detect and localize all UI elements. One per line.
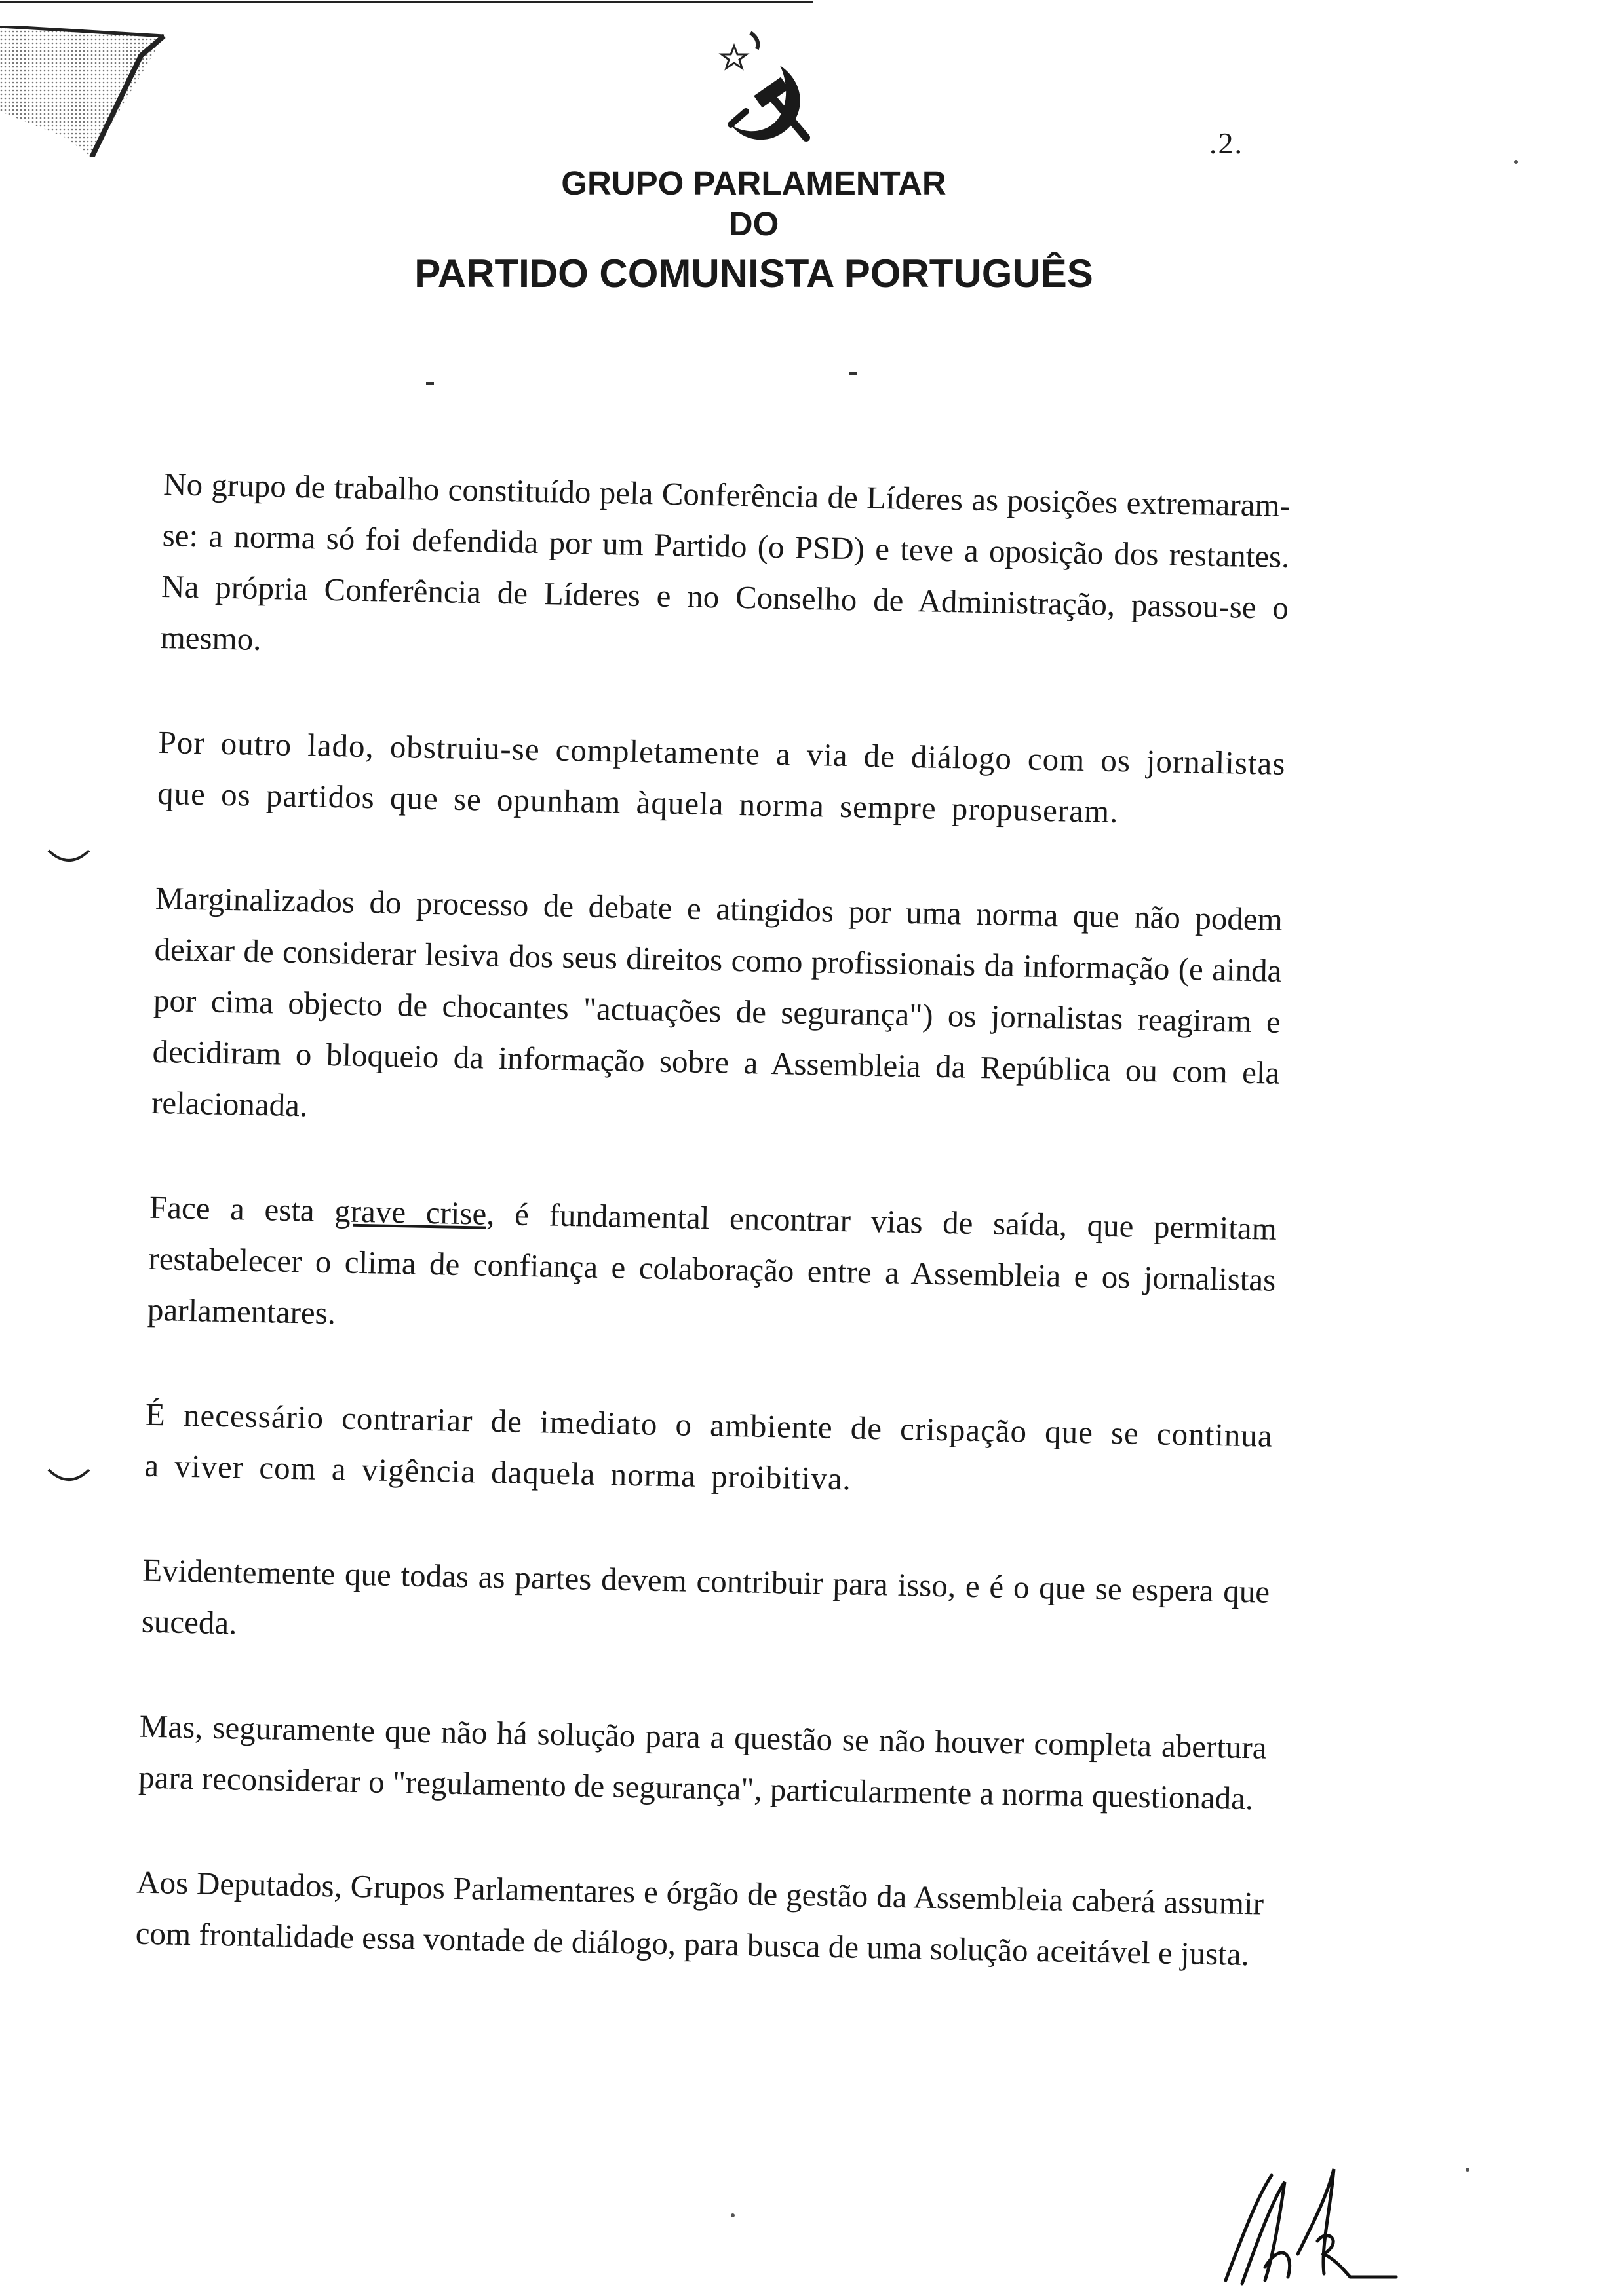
decorative-dash [849,372,857,375]
decorative-dash [426,382,434,385]
margin-check-mark [46,845,92,865]
top-edge-line [0,1,813,3]
paragraph-text: Face a esta [149,1189,335,1229]
letter-body [135,459,1291,1981]
handwritten-signature [1206,2156,1403,2287]
paragraph: No grupo de trabalho constituído pela Conferência de Líderes as posições extremaram-se: a norma só foi defendida por um Partido (o PSD) e teve a oposição dos restantes. Na própria Conferência de Líderes e no Conselho de Administração, passou-se o mesmo. [160,465,1291,657]
underlined-emphasis: grave crise [334,1193,487,1232]
paragraph: Evidentemente que todas as partes devem contribuir para isso, e é o que se espera que suceda. [141,1552,1270,1641]
header-line-2: DO [728,205,779,242]
paragraph-text: , é fundamental encontrar vias de saída, que permitam restabelecer o clima de confiança e colaboração entre a Assembleia e os jornalistas parlamentares. [147,1195,1277,1331]
margin-check-mark [46,1464,92,1484]
scan-speck [1514,160,1518,164]
paragraph: É necessário contrariar de imediato o ambiente de crispação que se continua a viver com a vigência daquela norma proibitiva. [144,1396,1274,1497]
corner-scan-mark [0,26,170,157]
paragraph: Por outro lado, obstruiu-se completamente a via de diálogo com os jornalistas que os partidos que se opunham àquela norma sempre propuseram. [157,723,1286,830]
scan-speck [1466,2168,1469,2172]
header-line-1: GRUPO PARLAMENTAR [561,164,946,202]
scan-speck [731,2213,735,2217]
hammer-and-sickle-with-star-icon [695,13,826,151]
header-line-3: PARTIDO COMUNISTA PORTUGUÊS [414,252,1093,296]
paragraph [147,1182,1277,1357]
paragraph: Marginalizados do processo de debate e atingidos por uma norma que não podem deixar de considerar lesiva dos seus direitos como profissionais da informação (e ainda por cima objecto de chocantes "actuações de segurança") os jornalistas reagiram e decidiram o bloqueio da informação sobre a Assembleia da República ou com ela relacionada. [151,879,1283,1124]
paragraph: Aos Deputados, Grupos Parlamentares e órgão de gestão da Assembleia caberá assumir com frontalidade essa vontade de diálogo, para busca de uma solução aceitável e justa. [135,1864,1264,1973]
page-number: .2. [1209,126,1243,160]
paragraph: Mas, seguramente que não há solução para a questão se não houver completa abertura para reconsiderar o "regulamento de segurança", particularmente a norma questionada. [138,1708,1268,1817]
